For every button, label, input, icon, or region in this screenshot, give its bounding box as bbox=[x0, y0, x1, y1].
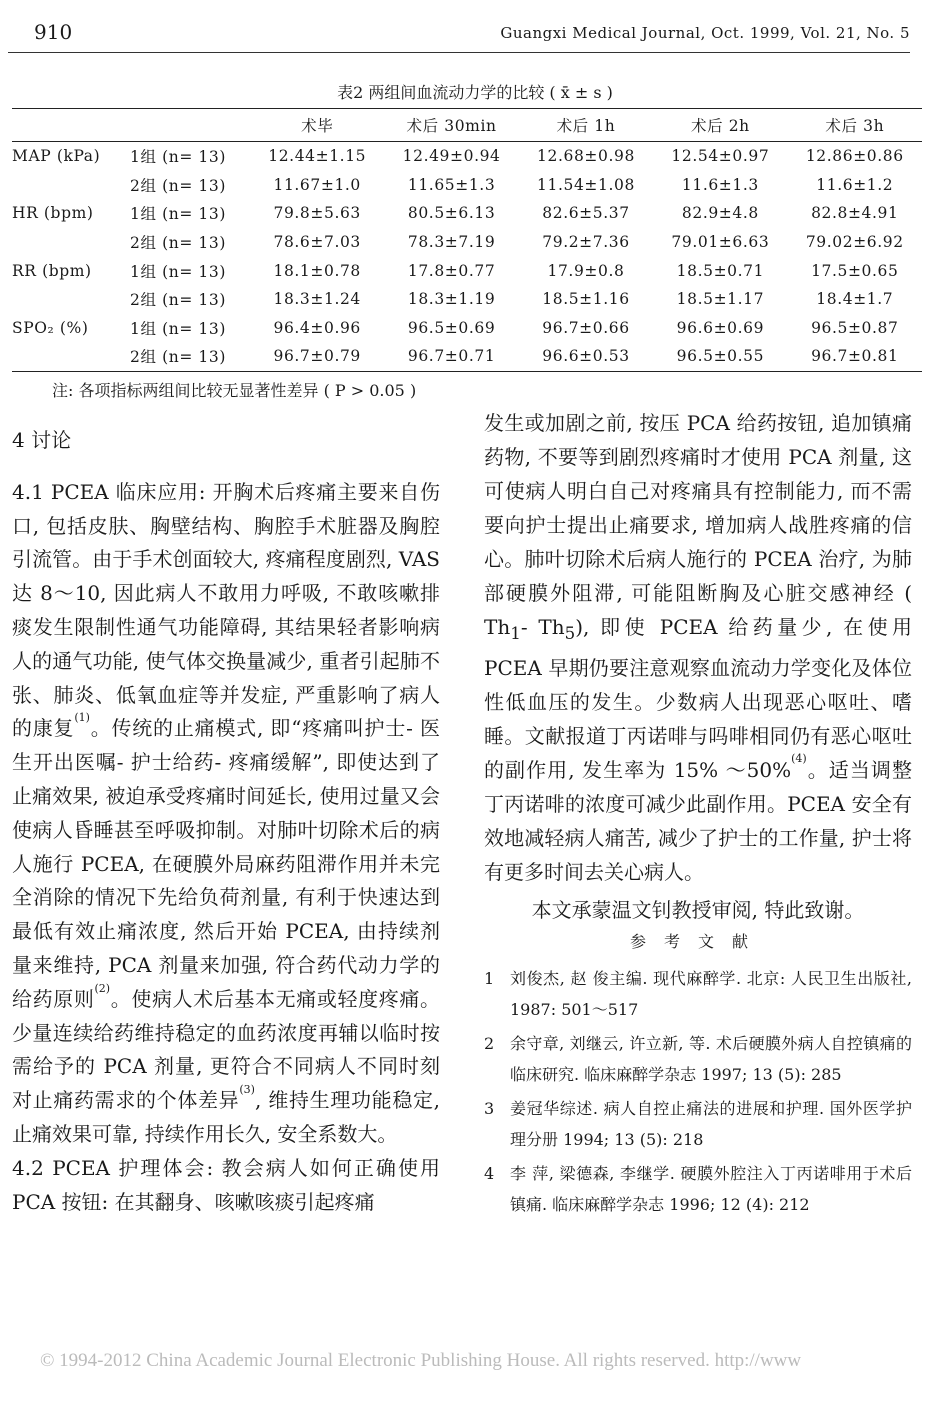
value-cell: 11.67±1.0 bbox=[273, 175, 361, 194]
value-cell: 12.68±0.98 bbox=[537, 147, 635, 166]
value-cell: 96.7±0.71 bbox=[384, 342, 518, 371]
citation-marker: (1) bbox=[74, 711, 90, 725]
group-cell: 2组 (n= 13) bbox=[130, 176, 227, 195]
value-cell: 96.7±0.81 bbox=[788, 342, 922, 371]
reference-item bbox=[484, 963, 912, 1025]
reference-text: 刘俊杰, 赵 俊主编. 现代麻醉学. 北京: 人民卫生出版社, 1987: 501～517 bbox=[510, 969, 912, 1019]
value-cell: 96.5±0.55 bbox=[653, 342, 787, 371]
indicator-cell: HR (bpm) bbox=[12, 204, 94, 223]
subscript: 5 bbox=[564, 624, 576, 643]
reference-number: 2 bbox=[484, 1034, 495, 1053]
group-cell: 1组 (n= 13) bbox=[130, 319, 227, 338]
group-cell: 2组 (n= 13) bbox=[130, 291, 227, 310]
table-header-cell: 术毕 bbox=[250, 109, 384, 142]
value-cell: 18.1±0.78 bbox=[273, 261, 361, 280]
value-cell: 12.44±1.15 bbox=[268, 147, 367, 166]
right-column bbox=[484, 406, 912, 1223]
table-header-cell: 术后 3h bbox=[788, 109, 922, 142]
value-cell: 11.54±1.08 bbox=[537, 175, 635, 194]
hemodynamics-table bbox=[12, 108, 922, 372]
subscript: 1 bbox=[510, 624, 521, 643]
citation-marker: (2) bbox=[94, 981, 111, 995]
citation-marker: (3) bbox=[239, 1083, 255, 1097]
left-column bbox=[12, 424, 440, 1219]
value-cell: 79.8±5.63 bbox=[273, 204, 361, 223]
table-row bbox=[12, 285, 922, 314]
value-cell: 96.5±0.87 bbox=[811, 318, 899, 337]
value-cell: 17.8±0.77 bbox=[407, 261, 496, 280]
indicator-cell bbox=[12, 228, 130, 257]
journal-header: Guangxi Medical Journal, Oct. 1999, Vol. 21, No. 5 bbox=[500, 24, 910, 42]
paragraph-4-2: 4.2 PCEA 护理体会: 教会病人如何正确使用 PCA 按钮: 在其翻身、咳嗽咳痰引起疼痛 bbox=[12, 1155, 440, 1214]
value-cell: 80.5±6.13 bbox=[407, 204, 496, 223]
table-header-cell: 术后 30min bbox=[384, 109, 518, 142]
paragraph-text: ), 即使 PCEA 给药量少, 在使用 PCEA 早期仍要注意观察血流动力学变化及体位性低血压的发生。少数病人出现恶心呕吐、嗜睡。文献报道丁丙诺啡与吗啡相同仍有恶心呕吐的副作用, 发生率为 15% ～50% bbox=[484, 615, 913, 782]
indicator-cell bbox=[12, 171, 130, 200]
table-row bbox=[12, 171, 922, 200]
value-cell: 11.6±1.3 bbox=[681, 175, 759, 194]
indicator-cell: RR (bpm) bbox=[12, 261, 92, 280]
table-row bbox=[12, 228, 922, 257]
value-cell: 17.5±0.65 bbox=[811, 261, 899, 280]
value-cell: 18.5±1.17 bbox=[676, 290, 765, 309]
paragraph-text: 。适当调整丁丙诺啡的浓度可减少此副作用。PCEA 安全有效地减轻病人痛苦, 减少了护士的工作量, 护士将有更多时间去关心病人。 bbox=[484, 758, 912, 884]
value-cell: 82.9±4.8 bbox=[681, 204, 759, 223]
value-cell: 96.4±0.96 bbox=[273, 318, 361, 337]
reference-item bbox=[484, 1093, 912, 1155]
value-cell: 18.3±1.24 bbox=[273, 290, 361, 309]
paragraph-text: 。传统的止痛模式, 即“疼痛叫护士- 医生开出医嘱- 护士给药- 疼痛缓解”, 即使达到了止痛效果, 被迫承受疼痛时间延长, 使用过量又会使病人昏睡甚至呼吸抑制。对肺叶切除术后的病人施行 PCEA, 在硬膜外局麻药阻滞作用并未完全消除的情况下先给负荷剂量, 有利于快速达到最低有效止痛浓度, 然后开始 PCEA, 由持续剂量来维持, PCA 剂量来加强, 符合药代动力学的给药原则 bbox=[12, 716, 441, 1011]
value-cell: 96.6±0.69 bbox=[676, 318, 765, 337]
paragraph-text: - Th bbox=[520, 615, 565, 639]
table-row bbox=[12, 256, 922, 285]
acknowledgement: 本文承蒙温文钊教授审阅, 特此致谢。 bbox=[531, 898, 865, 922]
reference-item bbox=[484, 1158, 912, 1220]
value-cell: 18.3±1.19 bbox=[407, 290, 496, 309]
value-cell: 82.8±4.91 bbox=[811, 204, 899, 223]
value-cell: 12.49±0.94 bbox=[402, 147, 501, 166]
paragraph-text: , 维持生理功能稳定, 止痛效果可靠, 持续作用长久, 安全系数大。 bbox=[12, 1088, 441, 1146]
value-cell: 82.6±5.37 bbox=[542, 204, 630, 223]
value-cell: 96.6±0.53 bbox=[519, 342, 653, 371]
reference-item bbox=[484, 1028, 912, 1090]
value-cell: 12.54±0.97 bbox=[671, 147, 770, 166]
value-cell: 11.65±1.3 bbox=[407, 175, 496, 194]
table-header-row bbox=[12, 109, 922, 142]
indicator-cell: SPO₂ (%) bbox=[12, 318, 89, 337]
table-header-cell: 术后 2h bbox=[653, 109, 787, 142]
reference-text: 李 萍, 梁德森, 李继学. 硬膜外腔注入丁丙诺啡用于术后镇痛. 临床麻醉学杂志 1996; 12 (4): 212 bbox=[510, 1164, 912, 1214]
value-cell: 12.86±0.86 bbox=[805, 147, 904, 166]
group-cell: 1组 (n= 13) bbox=[130, 262, 227, 281]
paragraph-text: 发生或加剧之前, 按压 PCA 给药按钮, 追加镇痛药物, 不要等到剧烈疼痛时才使用 PCA 剂量, 这可使病人明白自己对疼痛具有控制能力, 而不需要向护士提出止痛要求, 增加病人战胜疼痛的信心。肺叶切除术后病人施行的 PCEA 治疗, 为肺部硬膜外阻滞, 可能阻断胸及心脏交感神经 ( Th bbox=[484, 411, 912, 639]
group-cell: 2组 (n= 13) bbox=[130, 342, 250, 371]
group-cell: 2组 (n= 13) bbox=[130, 234, 227, 253]
group-cell: 1组 (n= 13) bbox=[130, 205, 227, 224]
value-cell: 79.01±6.63 bbox=[671, 233, 770, 252]
paragraph-text: 。使病人术后基本无痛或轻度疼痛。少量连续给药维持稳定的血药浓度再辅以临时按需给予的 PCA 剂量, 更符合不同病人不同时刻对止痛药需求的个体差异 bbox=[12, 986, 441, 1113]
value-cell: 78.6±7.03 bbox=[273, 233, 361, 252]
header-rule bbox=[8, 52, 910, 53]
value-cell: 96.7±0.79 bbox=[250, 342, 384, 371]
reference-number: 1 bbox=[484, 969, 495, 988]
section-title: 4 讨论 bbox=[12, 428, 72, 452]
value-cell: 78.3±7.19 bbox=[407, 233, 496, 252]
indicator-cell bbox=[12, 285, 130, 314]
reference-number: 3 bbox=[484, 1099, 495, 1118]
page-number: 910 bbox=[34, 20, 73, 44]
value-cell: 18.5±0.71 bbox=[676, 261, 765, 280]
table-row bbox=[12, 342, 922, 371]
value-cell: 96.7±0.66 bbox=[542, 318, 630, 337]
value-cell: 79.2±7.36 bbox=[542, 233, 630, 252]
value-cell: 11.6±1.2 bbox=[816, 175, 894, 194]
value-cell: 18.5±1.16 bbox=[542, 290, 630, 309]
table-row bbox=[12, 142, 922, 171]
reference-text: 余守章, 刘继云, 许立新, 等. 术后硬膜外病人自控镇痛的临床研究. 临床麻醉学杂志 1997; 13 (5): 285 bbox=[510, 1034, 912, 1084]
value-cell: 18.4±1.7 bbox=[816, 290, 894, 309]
group-cell: 1组 (n= 13) bbox=[130, 148, 227, 167]
table-header-cell bbox=[130, 109, 250, 142]
paragraph-continued bbox=[484, 406, 912, 889]
indicator-cell bbox=[12, 342, 130, 371]
reference-list bbox=[484, 963, 912, 1220]
paragraph-4-1 bbox=[12, 476, 440, 1152]
reference-number: 4 bbox=[484, 1164, 495, 1183]
table-header-cell bbox=[12, 109, 130, 142]
table-note: 注: 各项指标两组间比较无显著性差异 ( P > 0.05 ) bbox=[52, 381, 417, 400]
table-row bbox=[12, 199, 922, 228]
reference-text: 姜冠华综述. 病人自控止痛法的进展和护理. 国外医学护理分册 1994; 13 (5): 218 bbox=[510, 1099, 912, 1149]
paragraph-text: 4.1 PCEA 临床应用: 开胸术后疼痛主要来自伤口, 包括皮肤、胸壁结构、胸腔手术脏器及胸腔引流管。由于手术创面较大, 疼痛程度剧烈, VAS 达 8～10, 因此病人不敢用力呼吸, 不敢咳嗽排痰发生限制性通气功能障碍, 其结果轻者影响病人的通气功能, 使气体交换量减少, 重者引起肺不张、肺炎、低氧血症等并发症, 严重影响了病人的康复 bbox=[12, 479, 440, 741]
value-cell: 79.02±6.92 bbox=[805, 233, 904, 252]
value-cell: 17.9±0.8 bbox=[547, 261, 625, 280]
copyright-footer: © 1994-2012 China Academic Journal Electronic Publishing House. All rights reserved. http://www bbox=[40, 1350, 802, 1371]
table-header-cell: 术后 1h bbox=[519, 109, 653, 142]
table-row bbox=[12, 314, 922, 343]
table-caption: 表2 两组间血流动力学的比较 ( x̄ ± s ) bbox=[337, 83, 613, 102]
indicator-cell: MAP (kPa) bbox=[12, 147, 101, 166]
citation-marker: (4) bbox=[791, 752, 807, 765]
references-title: 参考文献 bbox=[629, 932, 766, 951]
value-cell: 96.5±0.69 bbox=[407, 318, 496, 337]
